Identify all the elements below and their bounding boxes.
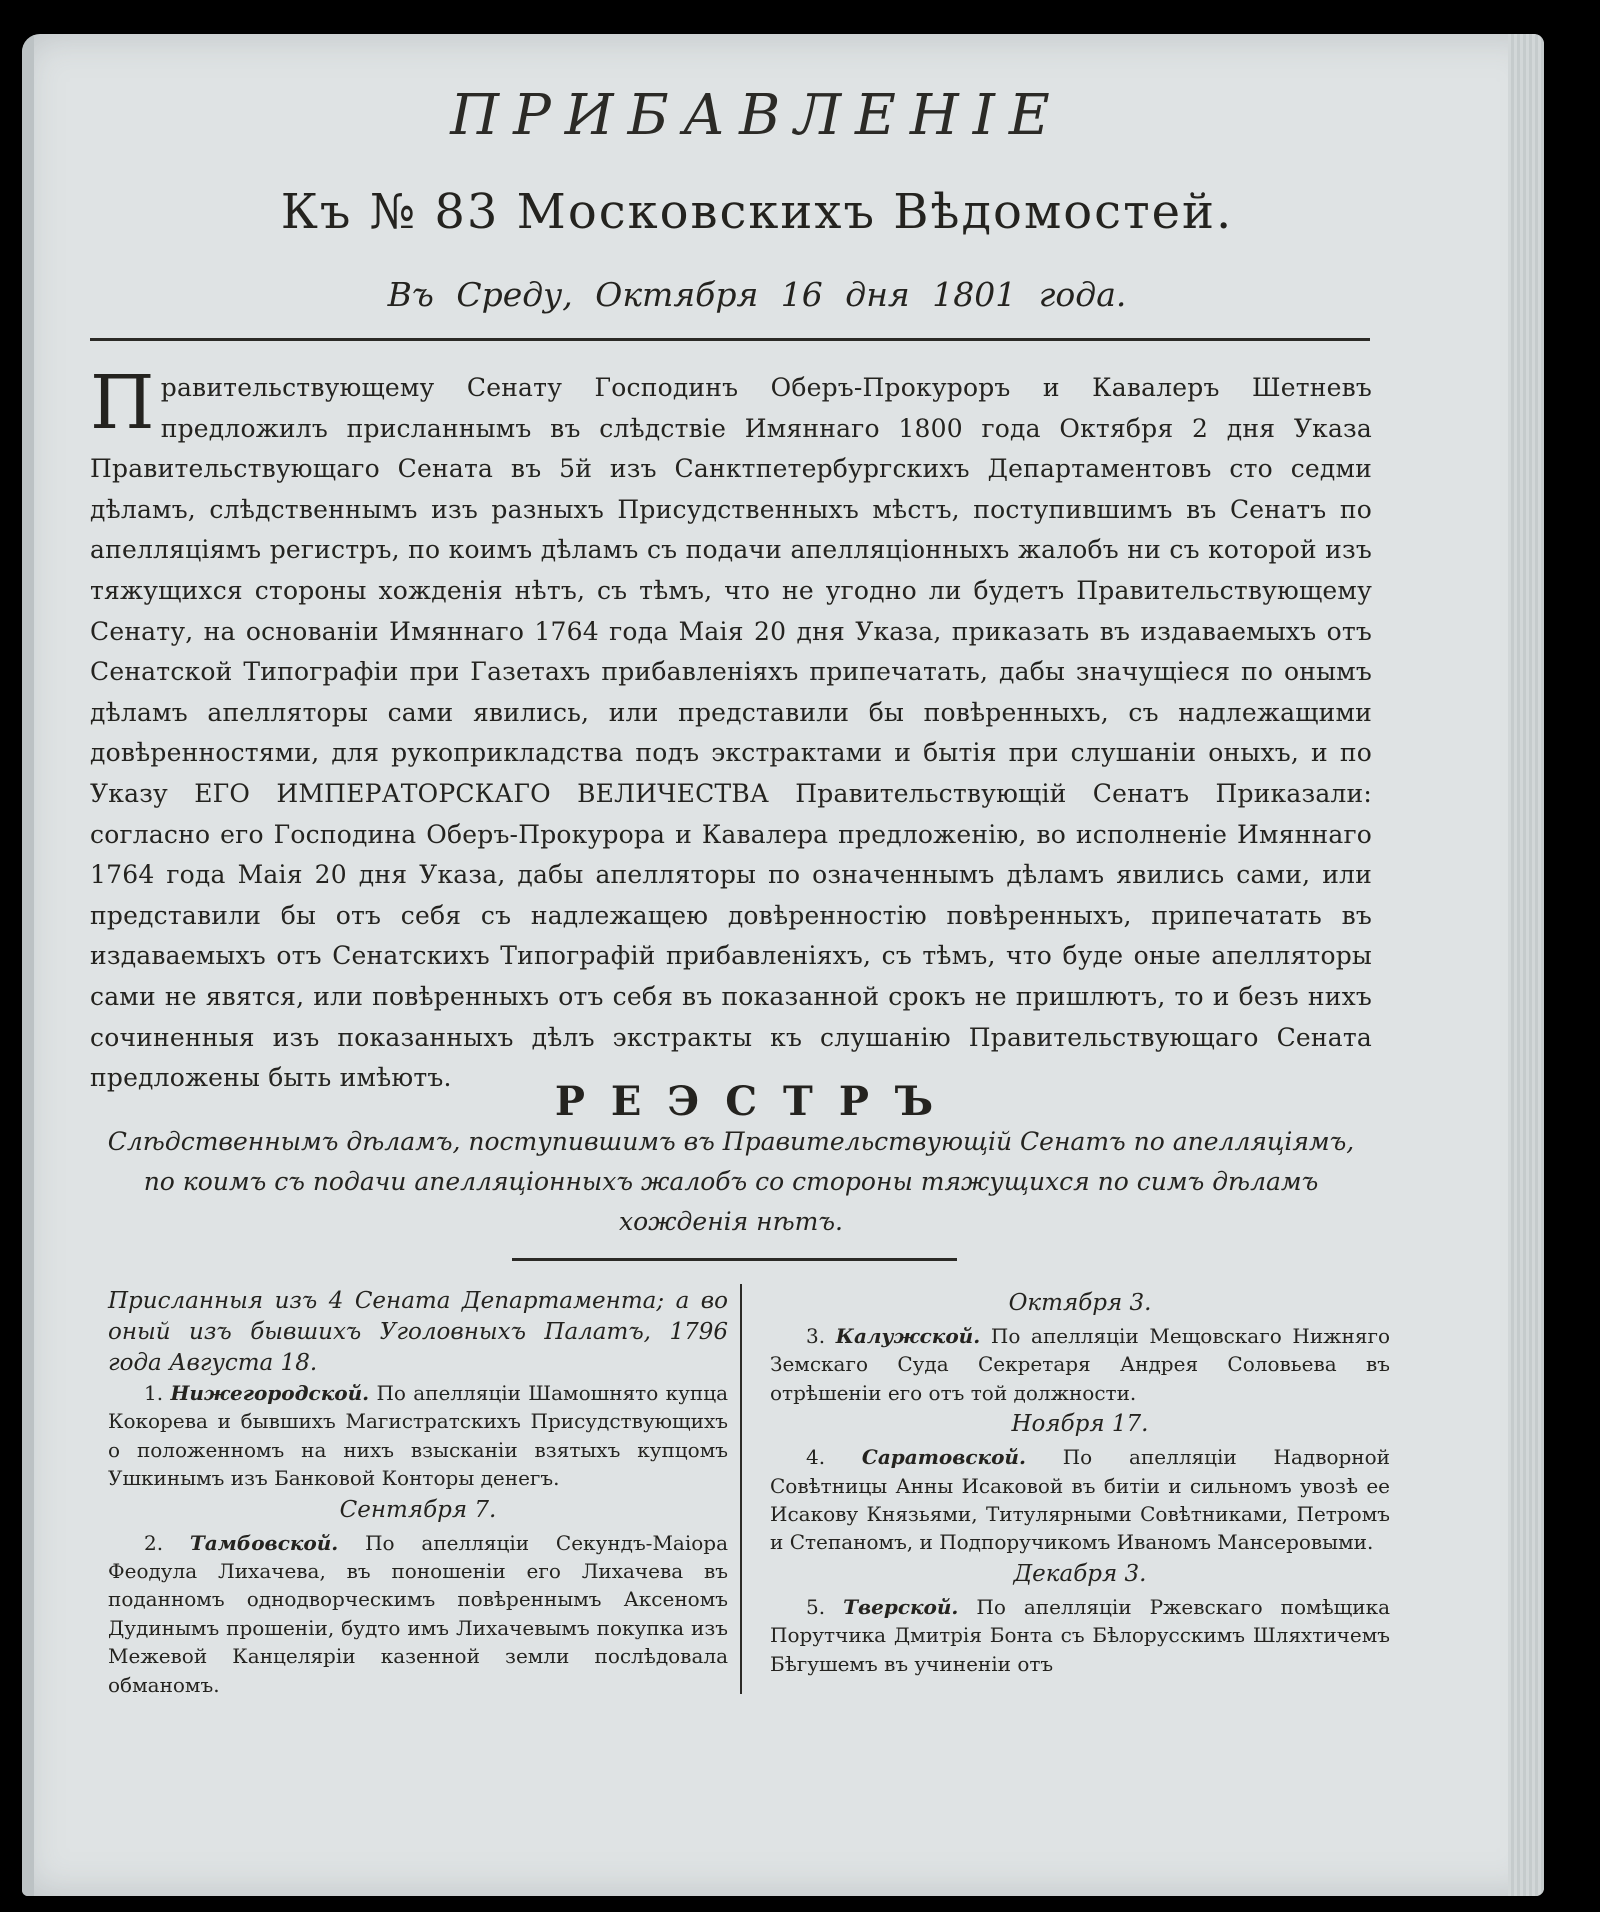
register-title: РЕЭСТРЪ: [554, 1078, 960, 1125]
register-subtitle: Слѣдственнымъ дѣламъ, поступившимъ въ Правительствующій Сенатъ по апелляціямъ, по коимъ съ подачи апелляціонныхъ жалобъ со стороны тяжущихся по симъ дѣламъ хожденія нѣтъ.: [107, 1127, 1355, 1236]
entry-text: По апелляціи Секундъ-Маіора Феодула Лихачева, въ поношеніи его Лихачева въ поданномъ однодворческимъ повѣреннымъ Аксеномъ Дудинымъ прошеніи, будто имъ Лихачевымъ покупка изъ Межевой Канцеляріи казенной земли послѣдовала обманомъ.: [108, 1530, 729, 1697]
issue-date: Въ Среду, Октября 16 дня 1801 года.: [387, 275, 1127, 314]
register-entry: [108, 1379, 728, 1493]
left-column: [108, 1286, 728, 1699]
gazette-title: Къ № 83 Московскихъ Вѣдомостей.: [280, 184, 1234, 240]
newspaper-page: [22, 34, 1544, 1896]
entry-number: 1.: [144, 1381, 164, 1405]
entry-province: Тверской.: [843, 1594, 959, 1619]
right-column: [770, 1286, 1390, 1678]
entry-number: 3.: [806, 1324, 826, 1348]
decree-body: равительствующему Сенату Господинъ Оберъ-Прокуроръ и Кавалеръ Шетневъ предложилъ присланнымъ въ слѣдствіе Имяннаго 1800 года Октября 2 дня Указа Правительствующаго Сената въ 5й изъ Санктпетербургскихъ Департаментовъ сто седми дѣламъ, слѣдственнымъ изъ разныхъ Присудственныхъ мѣстъ, поступившимъ въ Сенатъ по апелляціямъ регистръ, по коимъ дѣламъ съ подачи апелляціонныхъ жалобъ ни съ которой изъ тяжущихся стороны хожденія нѣтъ, съ тѣмъ, что не угодно ли будетъ Правительствующему Сенату, на основаніи Имяннаго 1764 года Маія 20 дня Указа, приказать въ издаваемыхъ отъ Сенатской Типографіи при Газетахъ прибавленіяхъ припечатать, дабы значущіеся по онымъ дѣламъ апелляторы сами явились, или представили бы повѣренныхъ, съ надлежащими довѣренностями, для рукоприкладства подъ экстрактами и бытія при слушаніи оныхъ, и по Указу ЕГО ИМПЕРАТОРСКАГО ВЕЛИЧЕСТВА Правительствующій Сенатъ Приказали: согласно его Господина Оберъ-Прокурора и Кавалера предложенію, во исполненіе Имяннаго 1764 года Маія 20 дня Указа, дабы апелляторы по означеннымъ дѣламъ явились сами, или представили бы отъ себя съ надлежащею довѣренностію повѣренныхъ, припечатать въ издаваемыхъ отъ Сенатскихъ Типографій прибавленіяхъ, съ тѣмъ, что буде оные апелляторы сами не явятся, или повѣренныхъ отъ себя въ показанной срокъ не пришлютъ, то и безъ нихъ сочиненныя изъ показанныхъ дѣлъ экстракты къ слушанію Правительствующаго Сената предложены быть имѣютъ.: [90, 373, 1372, 1093]
entry-text: По апелляціи Ржевскаго помѣщика Порутчика Дмитрія Бонта съ Бѣлорусскимъ Шляхтичемъ Бѣгушемъ въ учиненіи отъ: [770, 1594, 1390, 1676]
header-rule: [90, 338, 1370, 341]
register-entry: [770, 1443, 1390, 1557]
date-heading: Декабря 3.: [1013, 1560, 1147, 1587]
entry-text: По апелляціи Надворной Совѣтницы Анны Исаковой въ битіи и сильномъ увозѣ ее Исакову Князьями, Титулярными Совѣтниками, Петромъ и Степаномъ, и Подпоручикомъ Иваномъ Мансеровыми.: [770, 1445, 1391, 1555]
section-rule: [512, 1258, 957, 1261]
entry-province: Калужской.: [835, 1324, 981, 1348]
entry-text: По апелляціи Мещовскаго Нижняго Земскаго Суда Секретаря Андрея Соловьева въ отрѣшеніи его отъ той должности.: [770, 1324, 1391, 1405]
page-gutter-shadow: [22, 34, 34, 1896]
register-entry: [770, 1593, 1390, 1678]
date-heading: Октября 3.: [1008, 1290, 1152, 1316]
column-divider: [740, 1284, 742, 1694]
entry-number: 2.: [144, 1530, 164, 1555]
senate-decree-text: [90, 360, 1372, 1099]
entry-province: Тамбовской.: [189, 1530, 339, 1555]
page-edge-stack: [1508, 34, 1544, 1896]
entry-text: По апелляціи Шамошнято купца Кокорева и бывшихъ Магистратскихъ Присудствующихъ о положенномъ на нихъ взысканіи взятыхъ купцомъ Ушкинымъ изъ Банковой Конторы денегъ.: [108, 1381, 729, 1491]
date-heading: Сентября 7.: [339, 1496, 497, 1523]
register-entry: [108, 1529, 728, 1699]
date-heading: Ноября 17.: [1011, 1411, 1149, 1438]
entry-province: Нижегородской.: [170, 1381, 370, 1405]
drop-cap: П: [90, 360, 155, 446]
entry-province: Саратовской.: [861, 1445, 1026, 1470]
section-heading: Присланныя изъ 4 Сената Департамента; а во оный изъ бывшихъ Уголовныхъ Палатъ, 1796 года Августа 18.: [108, 1288, 728, 1376]
supplement-title: ПРИБАВЛЕНІЕ: [450, 83, 1064, 148]
entry-number: 5.: [806, 1594, 826, 1619]
register-entry: [770, 1322, 1390, 1407]
entry-number: 4.: [806, 1445, 826, 1470]
